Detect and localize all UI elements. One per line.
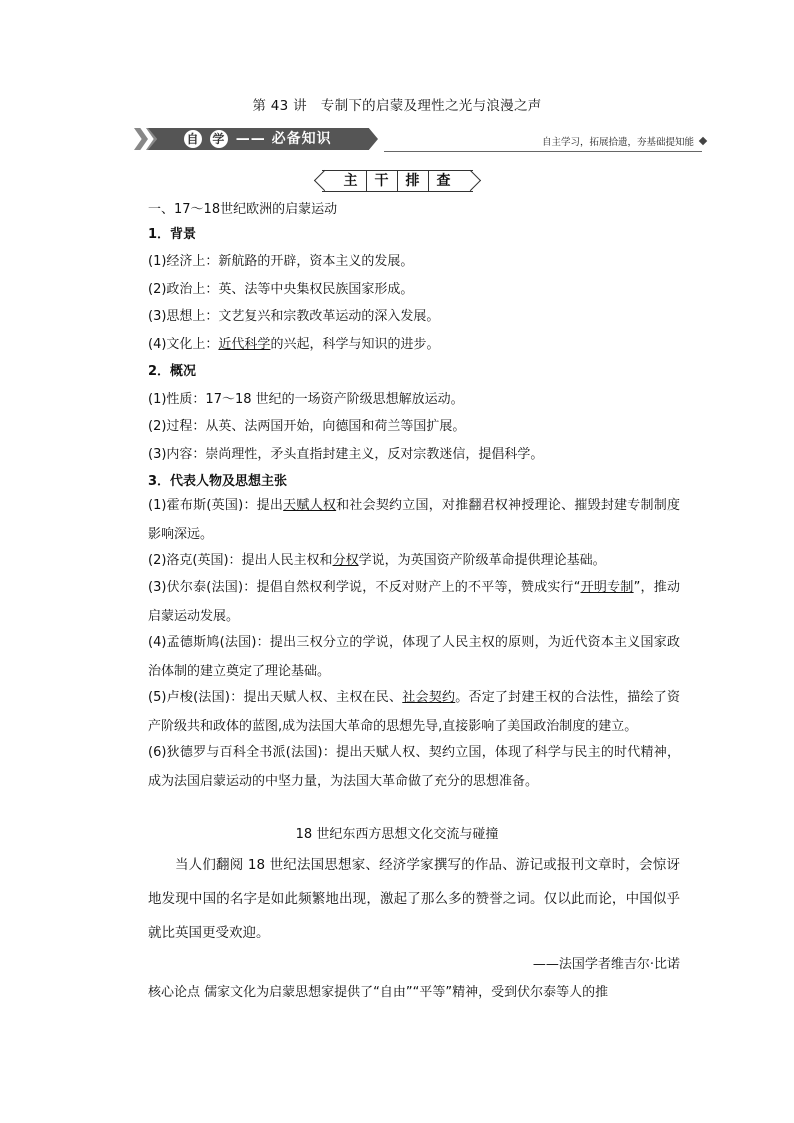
page-title: 第 43 讲 专制下的启蒙及理性之光与浪漫之声 [252, 98, 542, 114]
list-item: (2)政治上：英、法等中央集权民族国家形成。 [148, 282, 414, 297]
quote-paragraph: 当人们翻阅 18 世纪法国思想家、经济学家撰写的作品、游记或报刊文章时，会惊讶地发现中国的名字是如此频繁地出现，激起了那么多的赞誉之词。仅以此而论，中国似乎就比英国更受欢迎。 [148, 857, 680, 941]
heading-1: 一、17～18世纪欧洲的启蒙运动 [148, 202, 338, 217]
list-item: (1)性质：17～18 世纪的一场资产阶级思想解放运动。 [148, 392, 464, 407]
list-item: (1)经济上：新航路的开辟，资本主义的发展。 [148, 254, 414, 269]
extra-title: 18 世纪东西方思想文化交流与碰撞 [295, 827, 499, 842]
subheading-overview: 2．概况 [148, 364, 197, 379]
section-heading-char: 干 [367, 170, 398, 192]
figure-paragraph: (6)狄德罗与百科全书派(法国)：提出天赋人权、契约立国，体现了科学与民主的时代精神，成为法国启蒙运动的中坚力量，为法国大革命做了充分的思想准备。 [148, 745, 680, 789]
section-heading-char: 排 [398, 170, 429, 192]
section-banner [148, 124, 708, 156]
core-argument: 核心论点 儒家文化为启蒙思想家提供了“自由”“平等”精神，受到伏尔泰等人的推 [148, 985, 609, 1000]
section-heading [0, 170, 794, 192]
banner-label [184, 128, 332, 150]
figure-paragraph: (1)霍布斯(英国)：提出天赋人权和社会契约立国，对推翻君权神授理论、摧毁封建专制制度影响深远。 [148, 498, 680, 542]
banner-dash-text: —— 必备知识 [235, 131, 332, 147]
list-item: (4)文化上：近代科学的兴起，科学与知识的进步。 [148, 337, 440, 352]
banner-char-2: 学 [210, 130, 228, 148]
section-heading-char: 主 [336, 170, 367, 192]
subheading-figures: 3．代表人物及思想主张 [148, 474, 288, 489]
list-item: (3)内容：崇尚理性，矛头直指封建主义，反对宗教迷信，提倡科学。 [148, 447, 544, 462]
figure-paragraph: (3)伏尔泰(法国)：提倡自然权利学说，不反对财产上的不平等，赞成实行“开明专制”，推动启蒙运动发展。 [148, 580, 680, 624]
quote-source: ——法国学者维吉尔·比诺 [532, 957, 680, 972]
list-item: (2)过程：从英、法两国开始，向德国和荷兰等国扩展。 [148, 419, 466, 434]
section-heading-char: 查 [436, 173, 451, 189]
figure-paragraph: (4)孟德斯鸠(法国)：提出三权分立的学说，体现了人民主权的原则，为近代资本主义国家政治体制的建立奠定了理论基础。 [148, 635, 680, 679]
subheading-background: 1．背景 [148, 227, 197, 242]
figure-paragraph: (5)卢梭(法国)：提出天赋人权、主权在民、社会契约。否定了封建王权的合法性，描绘了资产阶级共和政体的蓝图,成为法国大革命的思想先导,直接影响了美国政治制度的建立。 [148, 690, 680, 734]
banner-underline [384, 151, 702, 152]
diamond-icon [699, 137, 707, 145]
banner-right-text: 自主学习，拓展拾遗，夯基础提知能 [541, 137, 694, 148]
banner-char-1: 自 [184, 130, 202, 148]
list-item: (3)思想上：文艺复兴和宗教改革运动的深入发展。 [148, 309, 440, 324]
figure-paragraph: (2)洛克(英国)：提出人民主权和分权学说，为英国资产阶级革命提供理论基础。 [148, 553, 606, 568]
banner-chevron-icon [134, 128, 148, 150]
